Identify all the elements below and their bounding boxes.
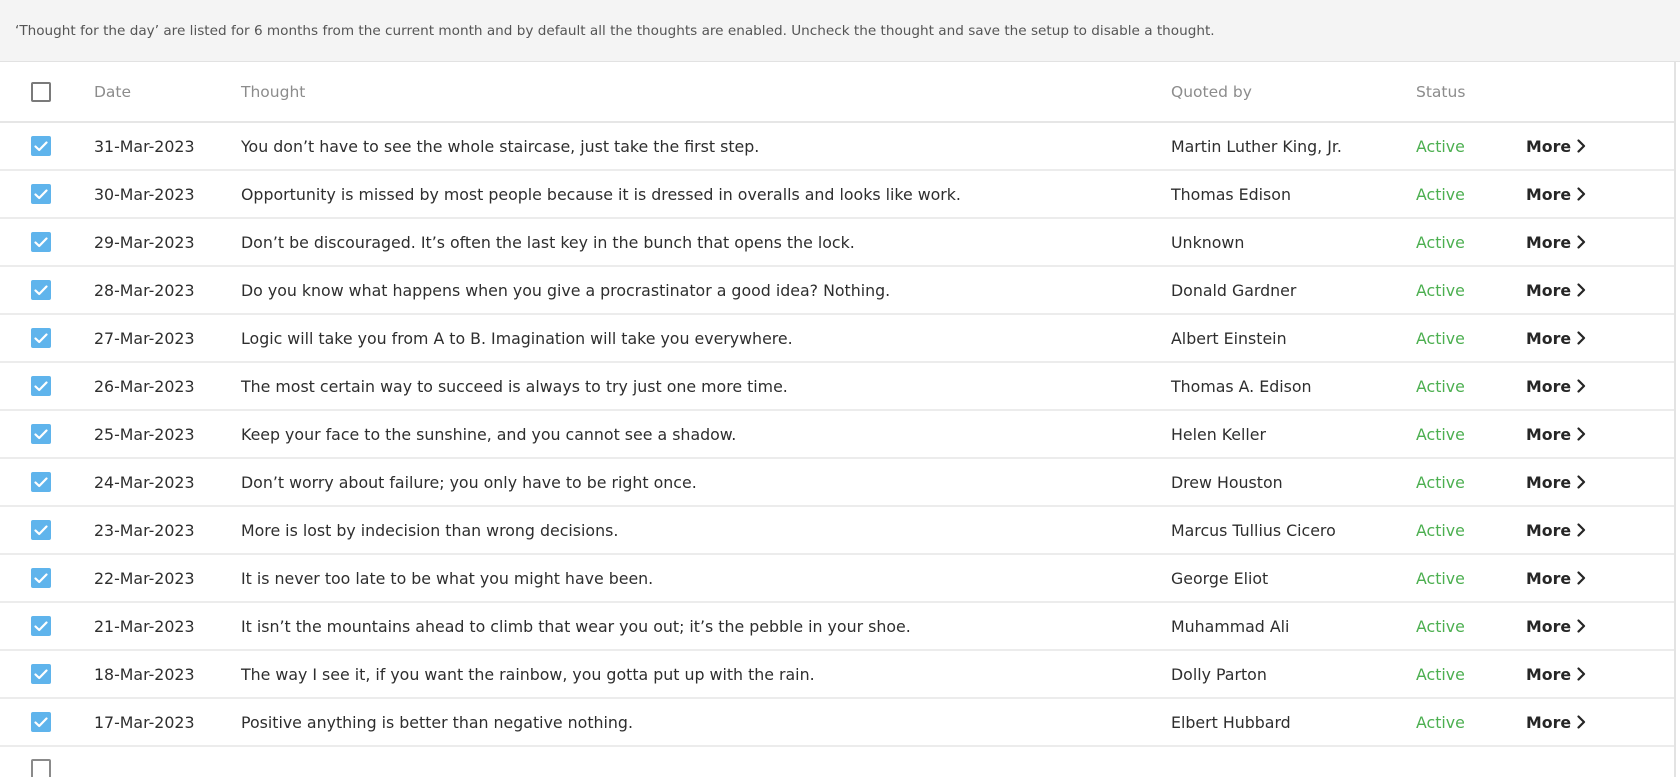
row-checkbox-cell	[31, 184, 51, 204]
row-quoted-by: Thomas Edison	[1171, 184, 1291, 204]
row-more-link[interactable]	[1526, 521, 1586, 540]
more-button[interactable]	[1526, 329, 1586, 348]
row-date: 24-Mar-2023	[94, 472, 195, 492]
row-checkbox[interactable]	[31, 712, 51, 732]
row-status: Active	[1416, 616, 1465, 636]
row-date: 30-Mar-2023	[94, 184, 195, 204]
more-label: More	[1526, 616, 1572, 636]
checkmark-icon	[34, 285, 48, 296]
row-more-link[interactable]	[1526, 425, 1586, 444]
checkmark-icon	[34, 621, 48, 632]
table-row	[0, 267, 1674, 315]
row-checkbox[interactable]	[31, 424, 51, 444]
table-row	[0, 315, 1674, 363]
row-checkbox-cell	[31, 520, 51, 540]
checkmark-icon	[34, 189, 48, 200]
more-button[interactable]	[1526, 377, 1586, 396]
row-quoted-by: Helen Keller	[1171, 424, 1267, 444]
more-button[interactable]	[1526, 281, 1586, 300]
row-more-link[interactable]	[1526, 329, 1586, 348]
row-date: 21-Mar-2023	[94, 616, 195, 636]
chevron-right-icon	[1577, 331, 1586, 345]
more-button[interactable]	[1526, 185, 1586, 204]
row-date: 28-Mar-2023	[94, 280, 195, 300]
more-button[interactable]	[1526, 521, 1586, 540]
row-checkbox-cell	[31, 424, 51, 444]
more-label: More	[1526, 568, 1572, 588]
row-more-link[interactable]	[1526, 617, 1586, 636]
table-row	[0, 219, 1674, 267]
more-label: More	[1526, 376, 1572, 396]
table-row	[0, 411, 1674, 459]
more-button[interactable]	[1526, 665, 1586, 684]
row-quoted-by: Marcus Tullius Cicero	[1171, 520, 1336, 540]
table-row	[0, 699, 1674, 747]
row-checkbox[interactable]	[31, 568, 51, 588]
more-button[interactable]	[1526, 473, 1586, 492]
chevron-right-icon	[1577, 523, 1586, 537]
row-checkbox[interactable]	[31, 328, 51, 348]
row-checkbox-cell	[31, 472, 51, 492]
table-row	[0, 603, 1674, 651]
row-more-link[interactable]	[1526, 281, 1586, 300]
row-checkbox[interactable]	[31, 472, 51, 492]
table-body	[0, 123, 1674, 747]
checkmark-icon	[34, 237, 48, 248]
column-header-quoted-by[interactable]: Quoted by	[1171, 82, 1252, 101]
row-status: Active	[1416, 712, 1465, 732]
row-status: Active	[1416, 664, 1465, 684]
row-status: Active	[1416, 424, 1465, 444]
row-thought: Positive anything is better than negative nothing.	[241, 712, 633, 732]
more-label: More	[1526, 472, 1572, 492]
row-quoted-by: Muhammad Ali	[1171, 616, 1290, 636]
chevron-right-icon	[1577, 571, 1586, 585]
row-quoted-by: Albert Einstein	[1171, 328, 1287, 348]
table-row	[0, 171, 1674, 219]
row-quoted-by: Unknown	[1171, 232, 1245, 252]
row-date: 18-Mar-2023	[94, 664, 195, 684]
row-thought: Do you know what happens when you give a procrastinator a good idea? Nothing.	[241, 280, 891, 300]
select-all-checkbox[interactable]	[31, 82, 51, 102]
table-row	[0, 363, 1674, 411]
checkmark-icon	[34, 573, 48, 584]
row-thought: Keep your face to the sunshine, and you cannot see a shadow.	[241, 424, 737, 444]
row-date: 25-Mar-2023	[94, 424, 195, 444]
row-more-link[interactable]	[1526, 665, 1586, 684]
table-row	[0, 555, 1674, 603]
checkmark-icon	[34, 381, 48, 392]
chevron-right-icon	[1577, 667, 1586, 681]
row-date: 23-Mar-2023	[94, 520, 195, 540]
row-checkbox-cell	[31, 376, 51, 396]
row-thought: Logic will take you from A to B. Imagination will take you everywhere.	[241, 328, 793, 348]
info-text: ‘Thought for the day’ are listed for 6 months from the current month and by default all the thoughts are enabled. Uncheck the thought and save the setup to disable a thought.	[15, 22, 1215, 39]
checkmark-icon	[34, 429, 48, 440]
table-row-partial	[0, 747, 1674, 777]
row-status: Active	[1416, 232, 1465, 252]
table-row	[0, 459, 1674, 507]
row-checkbox-cell	[31, 328, 51, 348]
row-checkbox[interactable]	[31, 232, 51, 252]
more-button[interactable]	[1526, 425, 1586, 444]
select-all-cell	[31, 82, 51, 102]
more-label: More	[1526, 664, 1572, 684]
row-date: 22-Mar-2023	[94, 568, 195, 588]
row-status: Active	[1416, 184, 1465, 204]
chevron-right-icon	[1577, 283, 1586, 297]
row-checkbox-cell	[31, 664, 51, 684]
chevron-right-icon	[1577, 139, 1586, 153]
row-checkbox[interactable]	[31, 759, 51, 777]
column-header-date[interactable]: Date	[94, 82, 132, 101]
chevron-right-icon	[1577, 379, 1586, 393]
chevron-right-icon	[1577, 715, 1586, 729]
checkmark-icon	[34, 669, 48, 680]
row-checkbox[interactable]	[31, 280, 51, 300]
row-more-link[interactable]	[1526, 569, 1586, 588]
row-checkbox[interactable]	[31, 664, 51, 684]
row-checkbox-cell	[31, 232, 51, 252]
row-quoted-by: Drew Houston	[1171, 472, 1283, 492]
row-quoted-by: Donald Gardner	[1171, 280, 1297, 300]
row-date: 29-Mar-2023	[94, 232, 195, 252]
row-date: 27-Mar-2023	[94, 328, 195, 348]
row-more-link[interactable]	[1526, 377, 1586, 396]
row-status: Active	[1416, 376, 1465, 396]
more-label: More	[1526, 232, 1572, 252]
more-button[interactable]	[1526, 617, 1586, 636]
more-label: More	[1526, 712, 1572, 732]
row-thought: More is lost by indecision than wrong decisions.	[241, 520, 619, 540]
column-header-status[interactable]: Status	[1416, 82, 1466, 101]
more-label: More	[1526, 328, 1572, 348]
table-row	[0, 651, 1674, 699]
row-date: 17-Mar-2023	[94, 712, 195, 732]
row-status: Active	[1416, 328, 1465, 348]
row-checkbox[interactable]	[31, 616, 51, 636]
more-button[interactable]	[1526, 569, 1586, 588]
more-button[interactable]	[1526, 137, 1586, 156]
row-thought: Don’t be discouraged. It’s often the last key in the bunch that opens the lock.	[241, 232, 855, 252]
row-checkbox[interactable]	[31, 376, 51, 396]
row-quoted-by: Martin Luther King, Jr.	[1171, 136, 1342, 156]
row-quoted-by: Elbert Hubbard	[1171, 712, 1291, 732]
checkmark-icon	[34, 141, 48, 152]
chevron-right-icon	[1577, 619, 1586, 633]
row-checkbox[interactable]	[31, 520, 51, 540]
row-thought: It is never too late to be what you might have been.	[241, 568, 654, 588]
row-date: 26-Mar-2023	[94, 376, 195, 396]
row-thought: The most certain way to succeed is always to try just one more time.	[241, 376, 788, 396]
more-label: More	[1526, 184, 1572, 204]
row-status: Active	[1416, 472, 1465, 492]
more-button[interactable]	[1526, 233, 1586, 252]
checkmark-icon	[34, 333, 48, 344]
row-quoted-by: George Eliot	[1171, 568, 1269, 588]
checkmark-icon	[34, 477, 48, 488]
column-header-thought[interactable]: Thought	[241, 82, 306, 101]
row-more-link[interactable]	[1526, 233, 1586, 252]
table-row	[0, 507, 1674, 555]
row-thought: You don’t have to see the whole staircase, just take the first step.	[241, 136, 760, 156]
more-label: More	[1526, 424, 1572, 444]
checkmark-icon	[34, 717, 48, 728]
chevron-right-icon	[1577, 187, 1586, 201]
row-thought: It isn’t the mountains ahead to climb that wear you out; it’s the pebble in your shoe.	[241, 616, 911, 636]
row-more-link[interactable]	[1526, 473, 1586, 492]
row-more-link[interactable]	[1526, 137, 1586, 156]
more-button[interactable]	[1526, 713, 1586, 732]
row-thought: Opportunity is missed by most people because it is dressed in overalls and looks like work.	[241, 184, 961, 204]
row-checkbox-cell	[31, 136, 51, 156]
thoughts-table	[0, 62, 1676, 777]
row-checkbox[interactable]	[31, 184, 51, 204]
row-quoted-by: Dolly Parton	[1171, 664, 1267, 684]
table-header	[0, 62, 1674, 123]
chevron-right-icon	[1577, 235, 1586, 249]
row-more-link[interactable]	[1526, 185, 1586, 204]
chevron-right-icon	[1577, 475, 1586, 489]
row-checkbox-cell	[31, 568, 51, 588]
row-checkbox[interactable]	[31, 136, 51, 156]
row-status: Active	[1416, 136, 1465, 156]
chevron-right-icon	[1577, 427, 1586, 441]
more-label: More	[1526, 136, 1572, 156]
more-label: More	[1526, 520, 1572, 540]
more-label: More	[1526, 280, 1572, 300]
row-checkbox-cell	[31, 759, 51, 777]
row-status: Active	[1416, 568, 1465, 588]
row-checkbox-cell	[31, 712, 51, 732]
row-checkbox-cell	[31, 280, 51, 300]
row-thought: The way I see it, if you want the rainbow, you gotta put up with the rain.	[241, 664, 815, 684]
info-banner	[0, 0, 1680, 62]
row-date: 31-Mar-2023	[94, 136, 195, 156]
row-status: Active	[1416, 520, 1465, 540]
row-status: Active	[1416, 280, 1465, 300]
row-checkbox-cell	[31, 616, 51, 636]
row-quoted-by: Thomas A. Edison	[1171, 376, 1312, 396]
table-row	[0, 123, 1674, 171]
row-thought: Don’t worry about failure; you only have to be right once.	[241, 472, 697, 492]
checkmark-icon	[34, 525, 48, 536]
row-more-link[interactable]	[1526, 713, 1586, 732]
